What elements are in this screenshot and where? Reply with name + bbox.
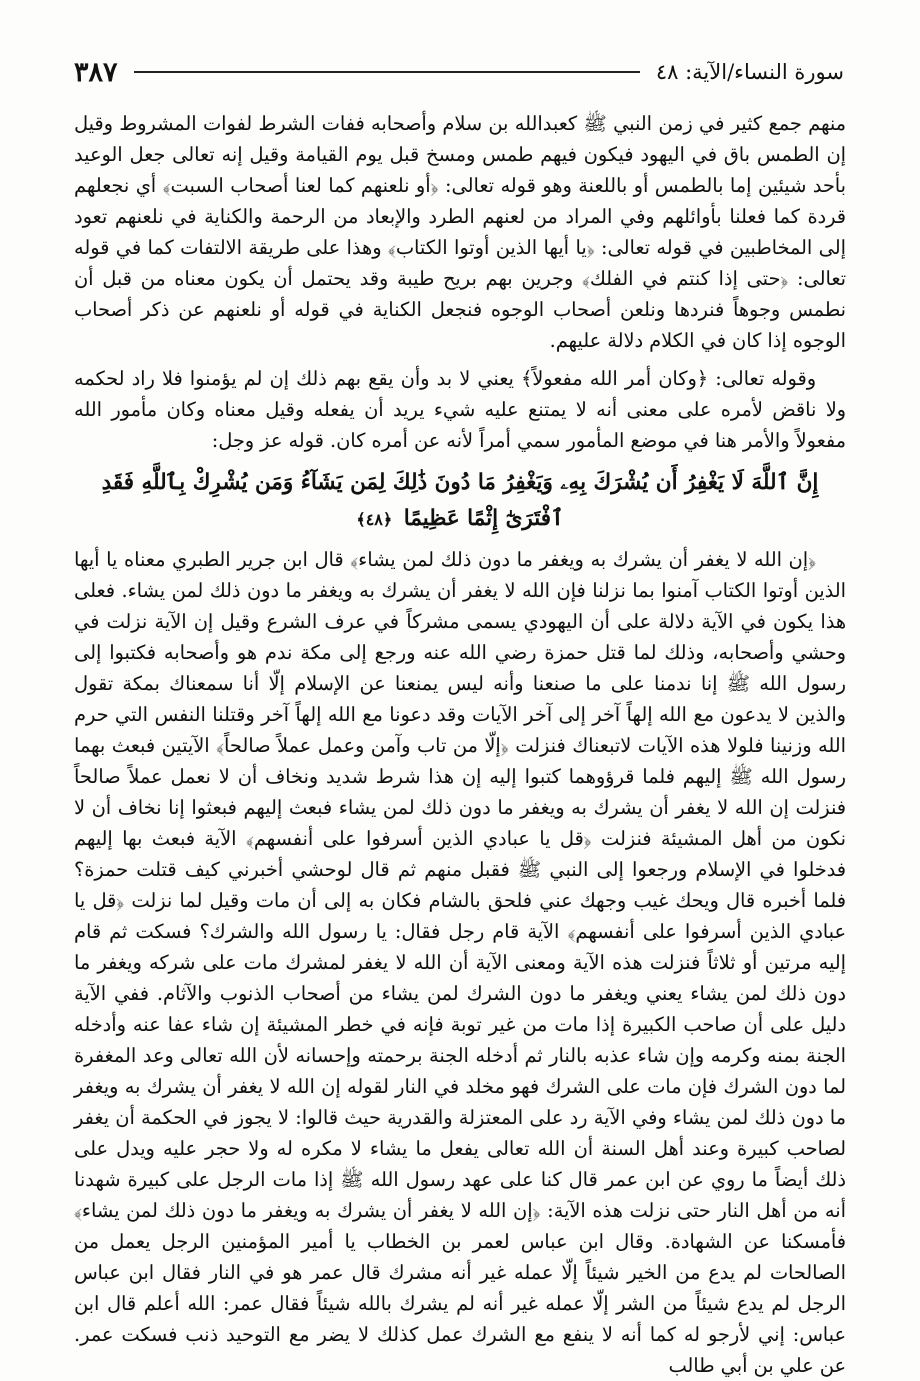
quran-verse bbox=[74, 465, 846, 538]
verse-text: إِنَّ ٱللَّهَ لَا يَغْفِرُ أَن يُشْرَكَ بِهِۦ وَيَغْفِرُ مَا دُونَ ذَٰلِكَ لِمَن يَشَآءُ وَمَن يُشْرِكْ بِٱللَّهِ فَقَدِ ٱفْتَرَىٰٓ إِثْمًا عَظِيمًا bbox=[101, 470, 819, 531]
paragraph-2: وقوله تعالى: ﴿وكان أمر الله مفعولاً﴾ يعني لا بد وأن يقع بهم ذلك إن لم يؤمنوا فلا راد لحكمه ولا ناقض لأمره على معنى أنه لا يمتنع عليه شيء يريد أن يفعله وقيل معناه وكان مأمور الله مفعولاً والأمر هنا في موضع المأمور سمي أمراً لأنه عن أمره كان. قوله عز وجل: bbox=[74, 367, 846, 452]
page-number: ٣٨٧ bbox=[74, 56, 118, 88]
page-body bbox=[74, 108, 846, 1381]
commentary-paragraph: ﴿إن الله لا يغفر أن يشرك به ويغفر ما دون ذلك لمن يشاء﴾ قال ابن جرير الطبري معناه يا أيها الذين أوتوا الكتاب آمنوا بما نزلنا فإن الله لا يغفر أن يشرك به ويغفر ما دون ذلك لمن يشاء. فعلى هذا يكون في الآية دلالة على أن اليهودي يسمى مشركاً في عرف الشرع وقيل إن الآية نزلت في وحشي وأصحابه، وذلك لما قتل حمزة رضي الله عنه ورجع إلى مكة ندم هو وأصحابه فكتبوا إلى رسول الله ﷺ إنا ندمنا على ما صنعنا وأنه ليس يمنعنا عن الإسلام إلّا أنا سمعناك بمكة تقول والذين لا يدعون مع الله إلهاً آخر إلى آخر الآيات وقد دعونا مع الله إلهاً آخر وقتلنا النفس التي حرم الله وزنينا فلولا هذه الآيات لاتبعناك فنزلت ﴿إلّا من تاب وآمن وعمل عملاً صالحاً﴾ الآيتين فبعث بهما رسول الله ﷺ إليهم فلما قرؤوهما كتبوا إليه إن هذا شرط شديد ونخاف أن لا نعمل عملاً صالحاً فنزلت إن الله لا يغفر أن يشرك به ويغفر ما دون ذلك لمن يشاء فبعث إليهم فبعثوا إنا نخاف أن لا نكون من أهل المشيئة فنزلت ﴿قل يا عبادي الذين أسرفوا على أنفسهم﴾ الآية فبعث بها إليهم فدخلوا في الإسلام ورجعوا إلى النبي ﷺ فقبل منهم ثم قال لوحشي أخبرني كيف قتلت حمزة؟ فلما أخبره قال ويحك غيب وجهك عني فلحق بالشام فكان به إلى أن مات وقيل لما نزلت ﴿قل يا عبادي الذين أسرفوا على أنفسهم﴾ الآية قام رجل فقال: يا رسول الله والشرك؟ فسكت ثم قام إليه مرتين أو ثلاثاً فنزلت هذه الآية ومعنى الآية أن الله لا يغفر لمشرك مات على شركه ويغفر ما دون ذلك لمن يشاء يعني ويغفر ما دون الشرك لمن يشاء من أصحاب الذنوب والآثام. ففي الآية دليل على أن صاحب الكبيرة إذا مات من غير توبة فإنه في خطر المشيئة إن شاء عفا عنه وأدخله الجنة بمنه وكرمه وإن شاء عذبه بالنار ثم أدخله الجنة برحمته وإحسانه لأن الله تعالى وعد المغفرة لما دون الشرك فإن مات على الشرك فهو مخلد في النار لقوله إن الله لا يغفر أن يشرك به ويغفر ما دون ذلك لمن يشاء وفي الآية رد على المعتزلة والقدرية حيث قالوا: لا يجوز في الحكمة أن يغفر لصاحب كبيرة وعند أهل السنة أن الله تعالى يفعل ما يشاء لا مكره له ولا حجر عليه ويدل على ذلك أيضاً ما روي عن ابن عمر قال كنا على عهد رسول الله ﷺ إذا مات الرجل على كبيرة شهدنا أنه من أهل النار حتى نزلت هذه الآية: ﴿إن الله لا يغفر أن يشرك به ويغفر ما دون ذلك لمن يشاء﴾ فأمسكنا عن الشهادة. وقال ابن عباس لعمر بن الخطاب يا أمير المؤمنين الرجل يعمل من الصالحات لم يدع من الخير شيئاً إلّا عمله غير أنه مشرك قال عمر هو في النار فقال ابن عباس الرجل لم يدع شيئاً من الشر إلّا عمله غير أنه لم يشرك بالله شيئاً فقال عمر: الله أعلم قال ابن عباس: إني لأرجو له كما أنه لا ينفع مع الشرك عمل كذلك لا يضر مع التوحيد ذنب فسكت عمر. عن علي بن أبي طالب bbox=[74, 548, 846, 1377]
paragraph-1: منهم جمع كثير في زمن النبي ﷺ كعبدالله بن سلام وأصحابه ففات الشرط لفوات المشروط وقيل إن الطمس باق في اليهود فيكون فيهم طمس ومسخ قبل يوم القيامة وقيل إنه تعالى جعل الوعيد بأحد شيئين إما بالطمس أو باللعنة وهو قوله تعالى: ﴿أو نلعنهم كما لعنا أصحاب السبت﴾ أي نجعلهم قردة كما فعلنا بأوائلهم وفي المراد من لعنهم الطرد والإبعاد من الرحمة والكناية في نلعنهم تعود إلى المخاطبين في قوله تعالى: ﴿يا أيها الذين أوتوا الكتاب﴾ وهذا على طريقة الالتفات كما في قوله تعالى: ﴿حتى إذا كنتم في الفلك﴾ وجرين بهم بريح طيبة وقد يحتمل أن يكون معناه من قبل أن نطمس وجوهاً فنردها ونلعن أصحاب الوجوه فنجعل الكناية في قوله أو نلعنهم عن ذكر أصحاب الوجوه إذا كان في الكلام دلالة عليهم. bbox=[74, 112, 846, 352]
running-title: سورة النساء/الآية: ٤٨ bbox=[655, 60, 844, 84]
header-rule bbox=[134, 71, 640, 73]
verse-number: ﴿٤٨﴾ bbox=[356, 510, 393, 529]
page-header bbox=[74, 52, 844, 92]
